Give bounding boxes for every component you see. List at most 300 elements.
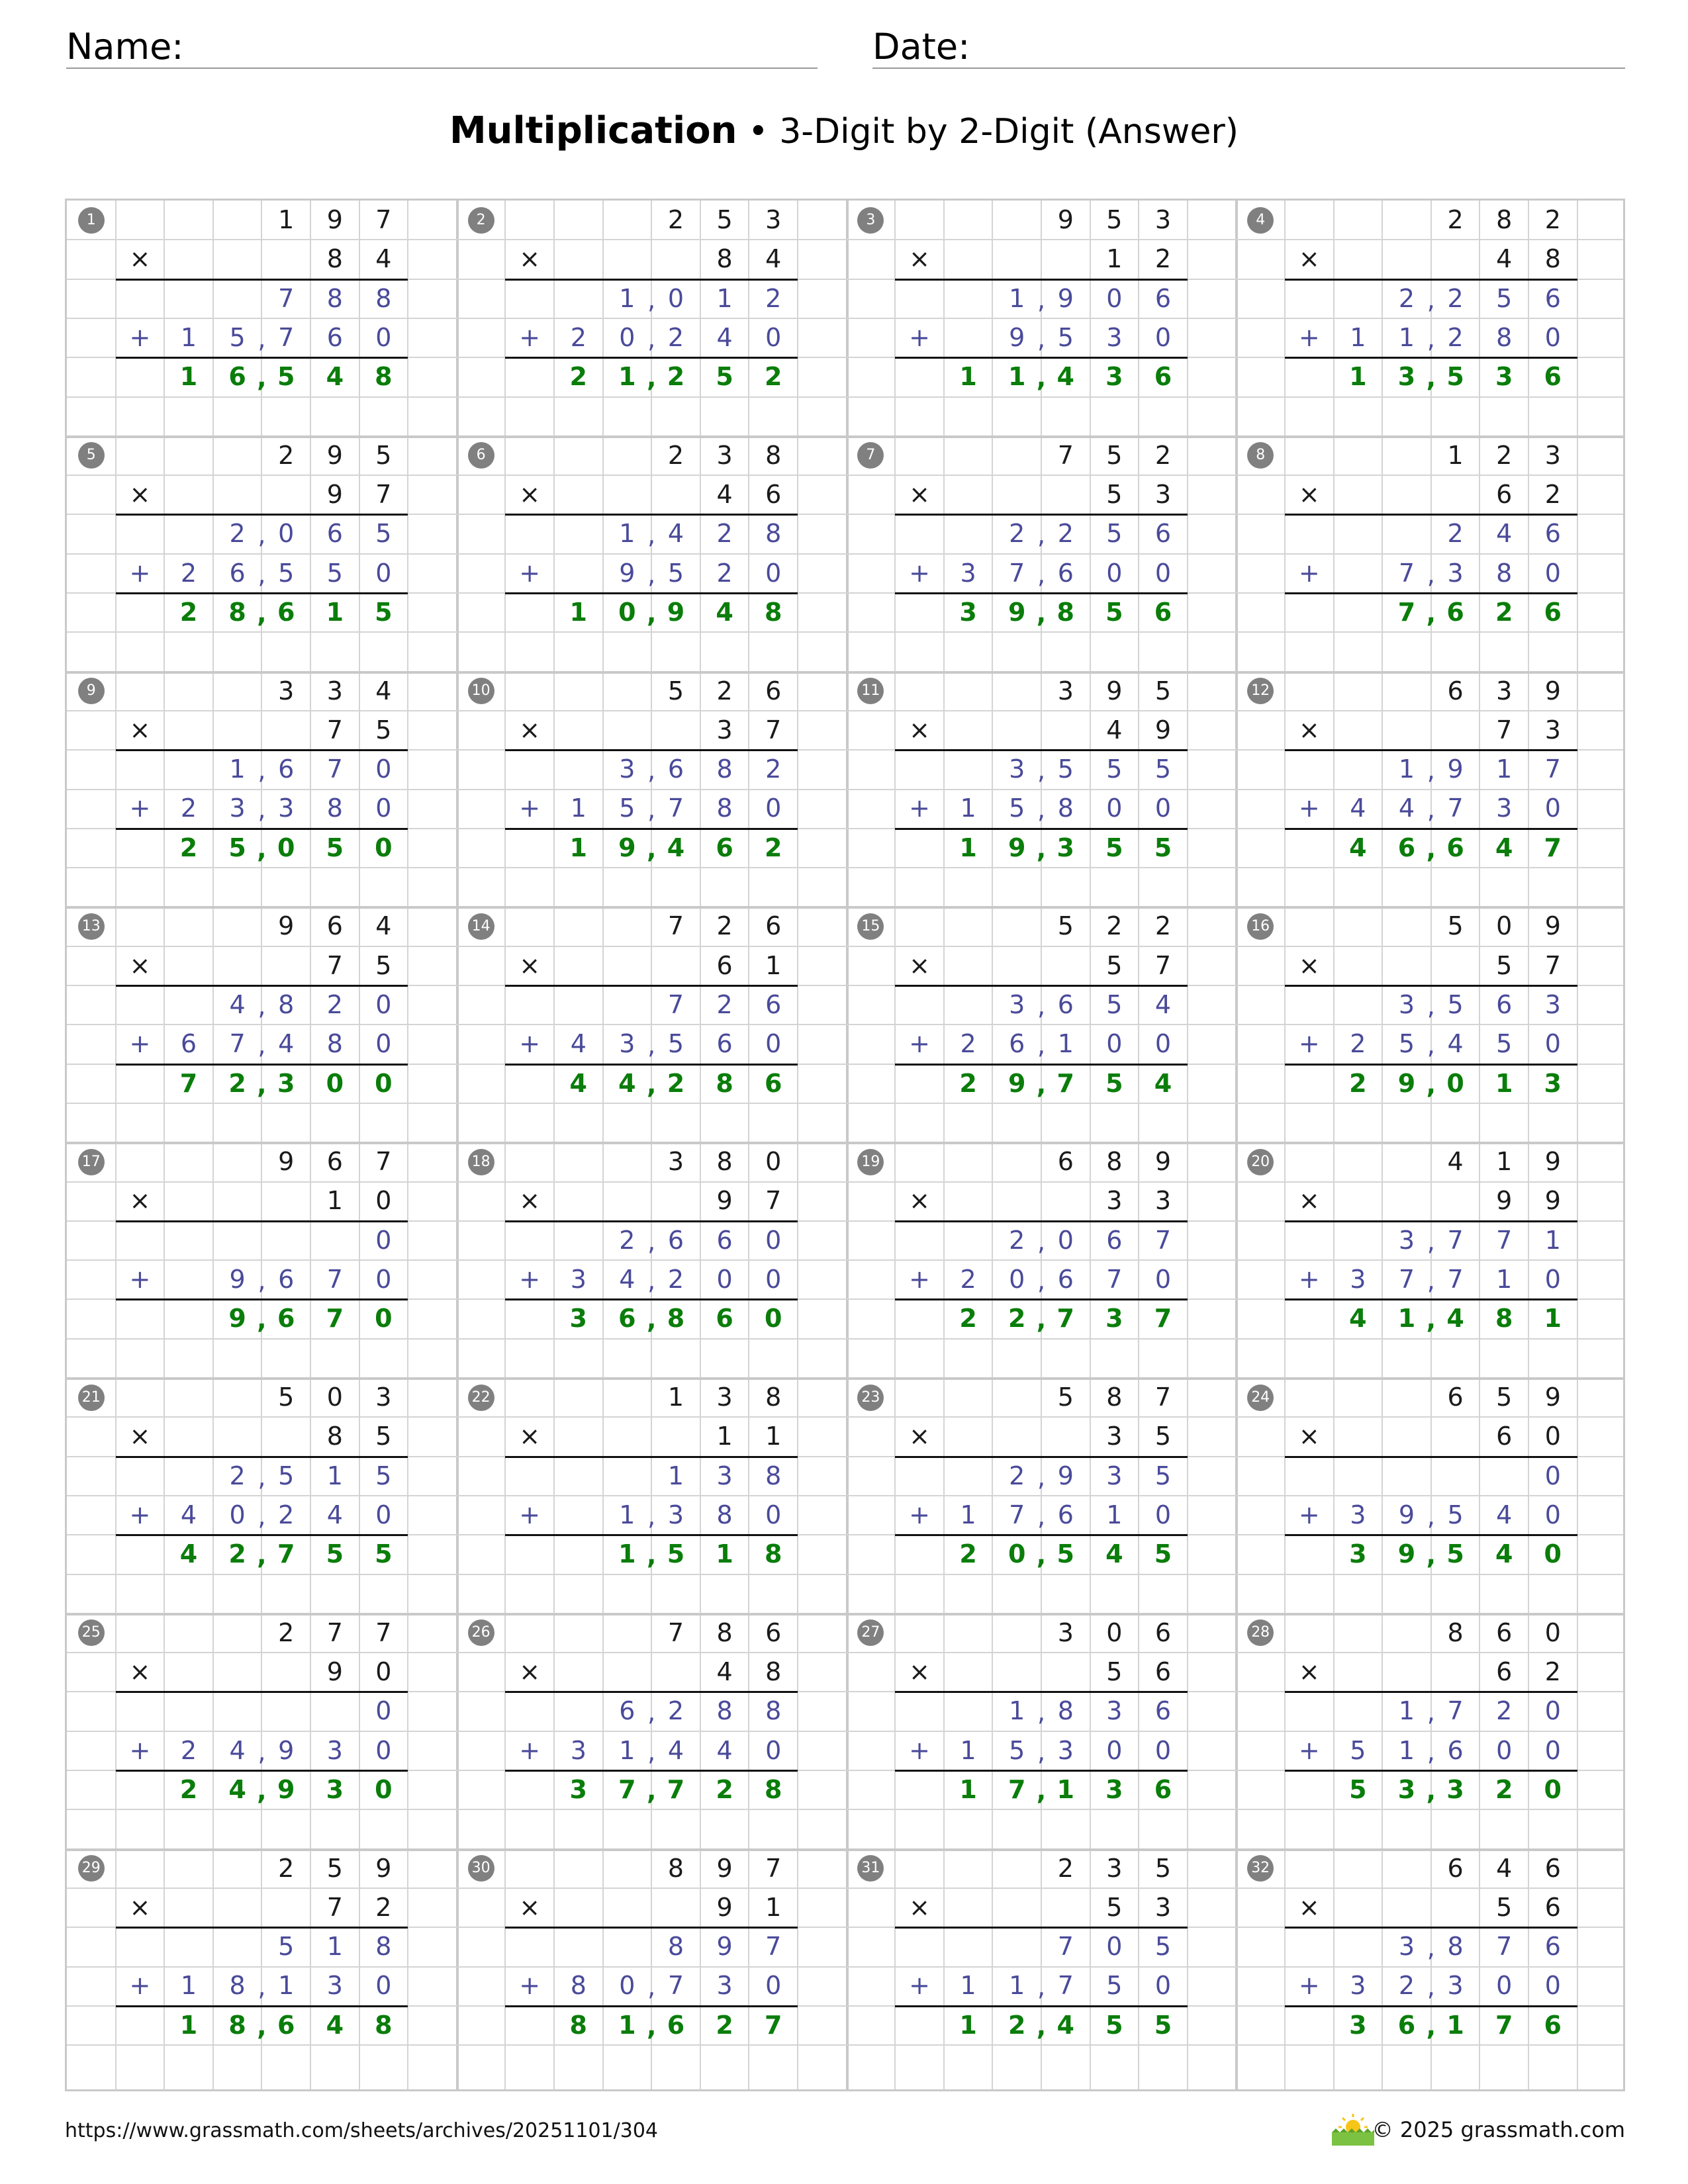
multiplicand-digit: 7 [667, 911, 684, 941]
answer-digit: 7 [1008, 1774, 1026, 1804]
partial-product-digit: 6 [1009, 1029, 1025, 1059]
answer-digit: 0 [277, 833, 295, 862]
answer-digit: 2 [1495, 597, 1513, 627]
thousands-separator: , [1426, 834, 1436, 864]
partial-product-digit: 7 [765, 1932, 782, 1962]
partial-product-digit: 3 [326, 1971, 343, 2001]
partial-product-digit: 1 [570, 794, 586, 823]
answer-digit: 0 [618, 597, 636, 627]
partial-product-digit: 7 [667, 794, 684, 823]
multiplicand-digit: 4 [1496, 1853, 1513, 1883]
answer-digit: 0 [764, 1304, 782, 1334]
answer-digit: 0 [1446, 1068, 1464, 1098]
multiplicand-digit: 1 [1447, 440, 1464, 470]
partial-product-digit: 2 [960, 1029, 976, 1059]
partial-product-digit: 0 [1496, 1971, 1513, 2001]
answer-digit: 4 [1154, 1068, 1172, 1098]
plus-sign: + [909, 1265, 930, 1295]
sum-rule [116, 1220, 408, 1222]
multiplicand-digit: 3 [716, 440, 733, 470]
thousands-separator: , [647, 1501, 656, 1531]
partial-product-digit: 0 [716, 1265, 733, 1295]
answer-digit: 2 [667, 362, 685, 392]
partial-product-digit: 8 [716, 794, 733, 823]
sum-rule [1285, 828, 1577, 830]
partial-product-digit: 1 [1009, 283, 1025, 313]
answer-digit: 8 [228, 597, 246, 627]
multiplier-digit: 5 [1106, 1657, 1123, 1687]
multiplicand-digit: 2 [716, 676, 733, 705]
plus-sign: + [909, 558, 930, 588]
partial-product-digit: 2 [619, 1225, 635, 1255]
problem-5 [67, 436, 457, 672]
times-sign: × [1298, 244, 1320, 274]
multiplier-digit: 5 [1106, 1892, 1123, 1922]
answer-digit: 7 [326, 1304, 344, 1334]
partial-product-digit: 8 [1496, 558, 1513, 588]
problem-number-badge: 21 [78, 1385, 105, 1411]
partial-product-digit: 5 [278, 558, 295, 588]
multiplier-digit: 3 [1154, 1892, 1172, 1922]
answer-digit: 4 [667, 833, 685, 862]
multiplier-digit: 4 [1106, 715, 1123, 745]
partial-product-digit: 8 [765, 519, 782, 549]
answer-digit: 8 [764, 597, 782, 627]
plus-sign: + [909, 1029, 930, 1059]
sum-rule [1285, 1064, 1577, 1066]
answer-digit: 1 [618, 362, 636, 392]
thousands-separator: , [258, 991, 266, 1021]
answer-digit: 6 [1154, 1774, 1172, 1804]
multiplier-digit: 5 [375, 715, 392, 745]
sum-rule [1285, 2005, 1577, 2007]
sum-rule [1285, 1298, 1577, 1300]
answer-digit: 7 [277, 1539, 295, 1569]
plus-sign: + [1298, 1971, 1320, 2001]
partial-product-digit: 1 [1009, 1971, 1025, 2001]
answer-digit: 4 [326, 2010, 344, 2040]
answer-digit: 1 [1544, 1304, 1562, 1334]
multiplicand-digit: 5 [326, 1853, 343, 1883]
multiplicand-digit: 5 [667, 676, 684, 705]
answer-digit: 7 [764, 2010, 782, 2040]
answer-digit: 2 [667, 1068, 685, 1098]
thousands-separator: , [1037, 756, 1046, 786]
thousands-separator: , [1427, 324, 1435, 353]
answer-digit: 0 [1008, 1539, 1026, 1569]
partial-product-digit: 5 [1106, 519, 1123, 549]
sum-rule [116, 828, 408, 830]
partial-product-digit: 9 [1057, 283, 1074, 313]
plus-sign: + [129, 1265, 151, 1295]
sum-rule [505, 357, 798, 359]
thousands-separator: , [257, 834, 267, 864]
thousands-separator: , [1037, 1501, 1046, 1531]
thousands-separator: , [646, 1541, 657, 1570]
answer-digit: 0 [375, 833, 393, 862]
answer-digit: 1 [959, 833, 977, 862]
partial-product-digit: 2 [765, 283, 782, 313]
plus-sign: + [1298, 322, 1320, 352]
multiplier-digit: 2 [1154, 244, 1172, 274]
multiplicand-digit: 5 [1447, 911, 1464, 941]
sum-rule [1285, 514, 1577, 516]
partial-product-digit: 0 [375, 1971, 392, 2001]
times-sign: × [519, 950, 541, 980]
partial-product-digit: 7 [1496, 1932, 1513, 1962]
multiplier-digit: 4 [375, 244, 392, 274]
plus-sign: + [519, 1265, 541, 1295]
thousands-separator: , [1427, 1030, 1435, 1060]
partial-product-digit: 1 [619, 1735, 635, 1765]
partial-product-digit: 5 [1154, 754, 1172, 784]
answer-digit: 8 [764, 1774, 782, 1804]
times-sign: × [129, 1422, 151, 1451]
multiplicand-digit: 5 [716, 205, 733, 234]
partial-product-digit: 1 [326, 1461, 343, 1490]
partial-product-digit: 0 [1106, 794, 1123, 823]
partial-product-digit: 0 [1544, 322, 1561, 352]
answer-digit: 4 [1105, 1539, 1123, 1569]
sum-rule [895, 1691, 1188, 1693]
partial-product-digit: 8 [1496, 322, 1513, 352]
partial-product-digit: 5 [1009, 1735, 1025, 1765]
answer-digit: 5 [375, 1539, 393, 1569]
multiplier-digit: 7 [1154, 950, 1172, 980]
thousands-separator: , [257, 598, 267, 628]
partial-product-digit: 2 [1009, 519, 1025, 549]
times-sign: × [129, 1657, 151, 1687]
multiplicand-digit: 5 [375, 440, 392, 470]
answer-digit: 6 [1154, 597, 1172, 627]
partial-product-digit: 5 [278, 1932, 295, 1962]
answer-digit: 2 [179, 833, 198, 862]
problem-number-badge: 30 [468, 1855, 494, 1882]
partial-product-digit: 8 [765, 1696, 782, 1726]
multiplicand-digit: 7 [765, 1853, 782, 1883]
plus-sign: + [1298, 1500, 1320, 1529]
problem-16 [1236, 907, 1626, 1142]
answer-digit: 7 [1154, 1304, 1172, 1334]
sum-rule [895, 1534, 1188, 1536]
problem-26 [457, 1614, 847, 1849]
multiplier-digit: 4 [716, 480, 733, 510]
sum-rule [116, 749, 408, 751]
partial-product-digit: 0 [375, 1500, 392, 1529]
answer-digit: 8 [375, 2010, 393, 2040]
multiplier-digit: 7 [326, 715, 343, 745]
multiplicand-digit: 3 [1106, 1853, 1123, 1883]
multiplicand-digit: 7 [375, 205, 392, 234]
partial-product-digit: 6 [765, 989, 782, 1019]
answer-digit: 2 [228, 1539, 246, 1569]
answer-digit: 6 [277, 597, 295, 627]
partial-product-digit: 0 [765, 558, 782, 588]
partial-product-digit: 4 [619, 1265, 635, 1295]
answer-digit: 2 [764, 833, 782, 862]
sum-rule [1285, 749, 1577, 751]
partial-product-digit: 4 [570, 1029, 586, 1059]
multiplicand-digit: 5 [1106, 205, 1123, 234]
partial-product-digit: 4 [667, 1735, 684, 1765]
answer-digit: 0 [375, 1068, 393, 1098]
answer-digit: 5 [1154, 1539, 1172, 1569]
answer-digit: 2 [716, 1774, 733, 1804]
multiplicand-digit: 0 [765, 1147, 782, 1177]
partial-product-digit: 0 [1544, 1265, 1561, 1295]
problem-20 [1236, 1142, 1626, 1378]
multiplier-digit: 7 [765, 715, 782, 745]
thousands-separator: , [1037, 991, 1046, 1021]
multiplier-digit: 5 [1106, 480, 1123, 510]
problem-number-badge: 2 [468, 207, 494, 234]
answer-digit: 1 [1349, 362, 1367, 392]
answer-digit: 8 [375, 362, 393, 392]
problem-24 [1236, 1378, 1626, 1614]
answer-digit: 0 [326, 1068, 344, 1098]
thousands-separator: , [647, 1698, 656, 1727]
problem-number-badge: 16 [1247, 913, 1274, 940]
partial-product-digit: 7 [1398, 1265, 1415, 1295]
partial-product-digit: 5 [375, 1461, 392, 1490]
thousands-separator: , [1427, 991, 1435, 1021]
answer-digit: 5 [326, 833, 344, 862]
partial-product-digit: 3 [1009, 754, 1025, 784]
answer-digit: 5 [1105, 833, 1123, 862]
times-sign: × [129, 1186, 151, 1216]
partial-product-digit: 3 [1106, 1461, 1123, 1490]
multiplier-digit: 6 [1496, 480, 1513, 510]
partial-product-digit: 0 [1106, 1029, 1123, 1059]
answer-digit: 3 [1105, 362, 1123, 392]
sum-rule [895, 357, 1188, 359]
partial-product-digit: 0 [375, 1696, 392, 1726]
sum-rule [895, 1298, 1188, 1300]
problem-number-badge: 29 [78, 1855, 105, 1882]
thousands-separator: , [258, 1030, 266, 1060]
date-line [872, 68, 1625, 69]
plus-sign: + [1298, 1735, 1320, 1765]
partial-product-digit: 9 [1398, 1500, 1415, 1529]
thousands-separator: , [257, 2011, 267, 2041]
partial-product-digit: 5 [1057, 754, 1074, 784]
sum-rule [505, 749, 798, 751]
partial-product-digit: 6 [1057, 1500, 1074, 1529]
thousands-separator: , [1426, 1069, 1436, 1099]
multiplicand-digit: 6 [1496, 1617, 1513, 1647]
partial-product-digit: 8 [765, 1461, 782, 1490]
problem-25 [67, 1614, 457, 1849]
multiplicand-digit: 6 [1447, 676, 1464, 705]
multiplier-digit: 1 [765, 1892, 782, 1922]
answer-digit: 5 [1105, 1068, 1123, 1098]
plus-sign: + [519, 1971, 541, 2001]
answer-digit: 8 [667, 1304, 685, 1334]
answer-digit: 5 [228, 833, 246, 862]
partial-product-digit: 9 [619, 558, 635, 588]
problem-12 [1236, 672, 1626, 907]
answer-digit: 3 [1105, 1304, 1123, 1334]
problem-number-badge: 26 [468, 1619, 494, 1646]
plus-sign: + [909, 1500, 930, 1529]
sum-rule [1285, 985, 1577, 987]
multiplicand-digit: 2 [1544, 205, 1561, 234]
partial-product-digit: 6 [326, 519, 343, 549]
sum-rule [895, 828, 1188, 830]
partial-product-digit: 7 [1496, 1225, 1513, 1255]
multiplicand-digit: 5 [1106, 440, 1123, 470]
thousands-separator: , [258, 520, 266, 550]
partial-product-digit: 2 [326, 989, 343, 1019]
partial-product-digit: 3 [278, 794, 295, 823]
times-sign: × [909, 1657, 930, 1687]
thousands-separator: , [646, 1069, 657, 1099]
thousands-separator: , [1037, 1698, 1046, 1727]
answer-digit: 7 [179, 1068, 198, 1098]
thousands-separator: , [1036, 2011, 1047, 2041]
partial-product-digit: 6 [1106, 1225, 1123, 1255]
footer-url: https://www.grassmath.com/sheets/archives/20251101/304 [65, 2119, 659, 2142]
partial-product-digit: 3 [1350, 1265, 1366, 1295]
answer-digit: 3 [569, 1774, 587, 1804]
thousands-separator: , [1036, 363, 1047, 393]
problem-number-badge: 31 [857, 1855, 884, 1882]
answer-digit: 4 [1495, 1539, 1513, 1569]
thousands-separator: , [1426, 598, 1436, 628]
multiplier-digit: 6 [1496, 1657, 1513, 1687]
partial-product-digit: 9 [278, 1735, 295, 1765]
multiplier-digit: 9 [1496, 1186, 1513, 1216]
partial-product-digit: 1 [960, 794, 976, 823]
partial-product-digit: 2 [716, 989, 733, 1019]
answer-digit: 5 [1349, 1774, 1367, 1804]
multiplier-digit: 9 [1154, 715, 1172, 745]
multiplier-digit: 8 [326, 1422, 343, 1451]
partial-product-digit: 6 [667, 754, 684, 784]
partial-product-digit: 5 [229, 322, 246, 352]
multiplicand-digit: 7 [375, 1147, 392, 1177]
sum-rule [116, 592, 408, 594]
sum-rule [505, 1770, 798, 1772]
multiplicand-digit: 8 [1496, 205, 1513, 234]
partial-product-digit: 0 [1154, 1500, 1172, 1529]
partial-product-digit: 4 [1496, 519, 1513, 549]
sum-rule [895, 592, 1188, 594]
partial-product-digit: 1 [667, 1461, 684, 1490]
plus-sign: + [519, 558, 541, 588]
partial-product-digit: 0 [765, 794, 782, 823]
partial-product-digit: 1 [1350, 322, 1366, 352]
plus-sign: + [1298, 558, 1320, 588]
partial-product-digit: 0 [765, 1265, 782, 1295]
partial-product-digit: 3 [1496, 794, 1513, 823]
answer-digit: 3 [1349, 1539, 1367, 1569]
answer-digit: 2 [716, 2010, 733, 2040]
thousands-separator: , [646, 598, 657, 628]
partial-product-digit: 4 [667, 519, 684, 549]
plus-sign: + [1298, 794, 1320, 823]
partial-product-digit: 7 [1057, 1932, 1074, 1962]
partial-product-digit: 5 [1447, 1500, 1464, 1529]
partial-product-digit: 2 [1398, 1971, 1415, 2001]
multiplicand-digit: 8 [1106, 1147, 1123, 1177]
thousands-separator: , [647, 285, 656, 314]
partial-product-digit: 3 [570, 1265, 586, 1295]
answer-digit: 6 [716, 833, 733, 862]
multiplicand-digit: 3 [278, 676, 295, 705]
problem-11 [847, 672, 1237, 907]
multiplier-digit: 2 [1544, 1657, 1561, 1687]
problem-32 [1236, 1849, 1626, 2085]
sum-rule [895, 1220, 1188, 1222]
problem-number-badge: 9 [78, 678, 105, 704]
answer-digit: 3 [959, 597, 977, 627]
partial-product-digit: 2 [1057, 519, 1074, 549]
partial-product-digit: 3 [1350, 1500, 1366, 1529]
thousands-separator: , [257, 1069, 267, 1099]
name-line [66, 68, 818, 69]
multiplier-digit: 6 [1544, 1892, 1561, 1922]
times-sign: × [519, 715, 541, 745]
multiplicand-digit: 3 [1057, 1617, 1074, 1647]
answer-digit: 4 [1056, 2010, 1074, 2040]
partial-product-digit: 1 [960, 1971, 976, 2001]
problem-18 [457, 1142, 847, 1378]
partial-product-digit: 4 [1154, 989, 1172, 1019]
partial-product-digit: 5 [619, 794, 635, 823]
times-sign: × [519, 1892, 541, 1922]
answer-digit: 4 [1495, 833, 1513, 862]
plus-sign: + [519, 322, 541, 352]
partial-product-digit: 1 [180, 1971, 197, 2001]
sum-rule [505, 592, 798, 594]
times-sign: × [519, 1422, 541, 1451]
thousands-separator: , [1036, 834, 1047, 864]
sum-rule [505, 828, 798, 830]
multiplicand-digit: 6 [1057, 1147, 1074, 1177]
partial-product-digit: 0 [229, 1500, 246, 1529]
thousands-separator: , [1427, 1501, 1435, 1531]
thousands-separator: , [257, 363, 267, 393]
partial-product-digit: 7 [326, 754, 343, 784]
multiplicand-digit: 8 [765, 440, 782, 470]
answer-digit: 1 [959, 1774, 977, 1804]
problem-30 [457, 1849, 847, 2085]
problem-number-badge: 6 [468, 442, 494, 469]
multiplicand-digit: 4 [375, 676, 392, 705]
multiplicand-digit: 9 [1544, 676, 1561, 705]
multiplier-digit: 3 [1106, 1186, 1123, 1216]
partial-product-digit: 7 [1398, 558, 1415, 588]
multiplicand-digit: 2 [1106, 911, 1123, 941]
multiplicand-digit: 5 [1154, 676, 1172, 705]
partial-product-digit: 3 [619, 1029, 635, 1059]
sum-rule [116, 514, 408, 516]
partial-product-digit: 8 [326, 1029, 343, 1059]
partial-product-digit: 0 [278, 519, 295, 549]
thousands-separator: , [1037, 1266, 1046, 1296]
multiplicand-digit: 9 [1057, 205, 1074, 234]
answer-digit: 1 [326, 597, 344, 627]
thousands-separator: , [1037, 1737, 1046, 1766]
multiplier-digit: 7 [1544, 950, 1561, 980]
partial-product-digit: 0 [375, 1265, 392, 1295]
multiplier-digit: 3 [1154, 480, 1172, 510]
sum-rule [895, 1927, 1188, 1929]
thousands-separator: , [258, 1737, 266, 1766]
answer-digit: 3 [1397, 362, 1416, 392]
multiplier-digit: 8 [716, 244, 733, 274]
